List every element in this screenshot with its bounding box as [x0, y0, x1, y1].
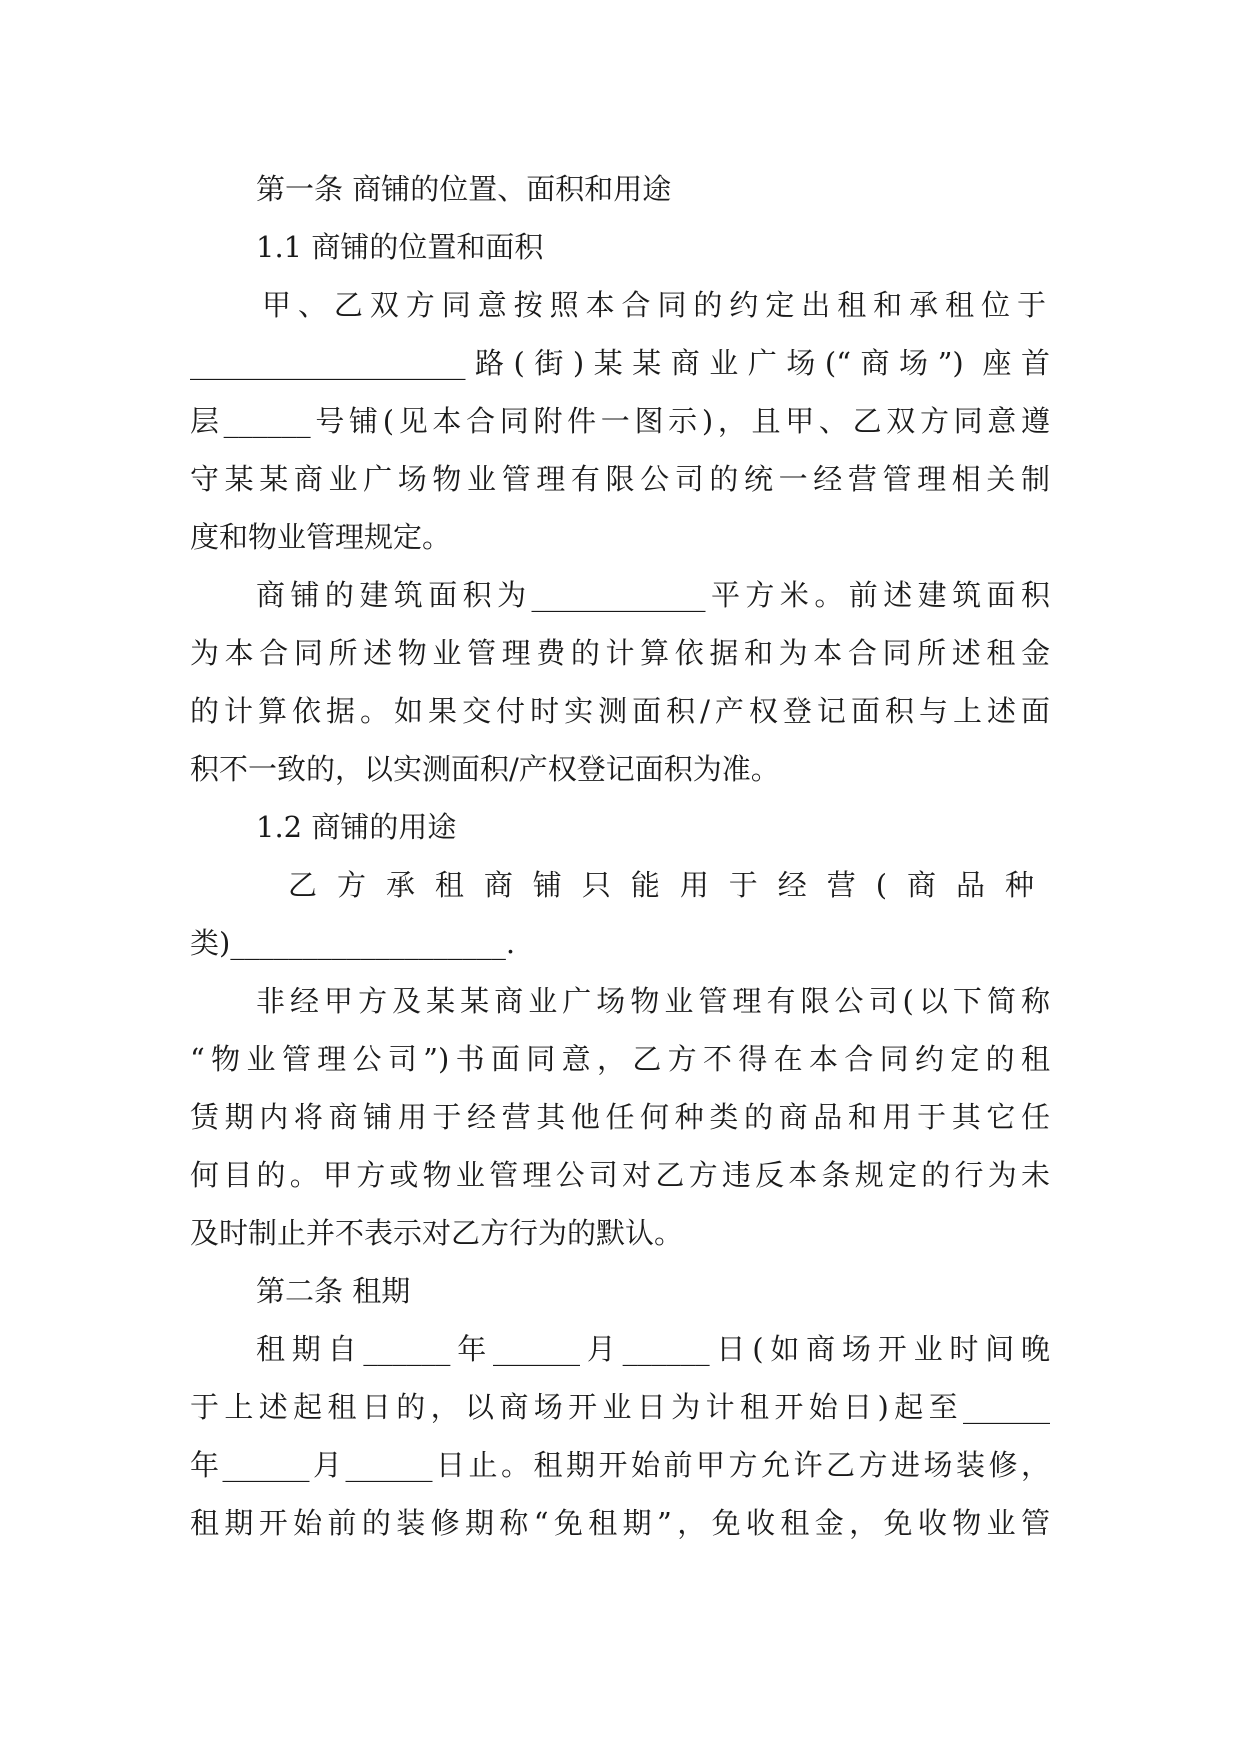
article-2-heading: 第二条 租期	[256, 1274, 411, 1308]
paragraph-line: 年______月______日止。租期开始前甲方允许乙方进场装修，	[190, 1448, 1050, 1482]
paragraph-line: 及时制止并不表示对乙方行为的默认。	[190, 1216, 684, 1250]
paragraph-line: ___________________路(街)某某商业广场(“商场”) 座首	[190, 346, 1050, 380]
section-1-2-heading: 1.2 商铺的用途	[256, 810, 457, 844]
paragraph-line: 的计算依据。如果交付时实测面积/产权登记面积与上述面	[190, 694, 1050, 728]
paragraph-line: 商铺的建筑面积为____________平方米。前述建筑面积	[256, 578, 1050, 612]
contract-page	[190, 160, 1050, 1552]
paragraph-line: 租期开始前的装修期称“免租期”，免收租金，免收物业管	[190, 1506, 1050, 1540]
paragraph-line: 乙方承租商铺只能用于经营(商品种	[288, 868, 1050, 902]
paragraph-line: 度和物业管理规定。	[190, 520, 452, 554]
paragraph-line: 积不一致的，以实测面积/产权登记面积为准。	[190, 752, 780, 786]
paragraph-line: 甲、乙双方同意按照本合同的约定出租和承租位于	[262, 288, 1050, 322]
paragraph-line: 何目的。甲方或物业管理公司对乙方违反本条规定的行为未	[190, 1158, 1050, 1192]
paragraph-line: 租期自______年______月______日(如商场开业时间晚	[256, 1332, 1050, 1366]
paragraph-line: 赁期内将商铺用于经营其他任何种类的商品和用于其它任	[190, 1100, 1050, 1134]
paragraph-line: 层______号铺(见本合同附件一图示)，且甲、乙双方同意遵	[190, 404, 1050, 438]
paragraph-line: “物业管理公司”)书面同意，乙方不得在本合同约定的租	[190, 1042, 1050, 1076]
section-1-1-heading: 1.1 商铺的位置和面积	[256, 230, 544, 264]
paragraph-line: 守某某商业广场物业管理有限公司的统一经营管理相关制	[190, 462, 1050, 496]
paragraph-line: 于上述起租日的，以商场开业日为计租开始日)起至______	[190, 1390, 1050, 1424]
paragraph-line: 类)___________________.	[190, 926, 516, 960]
paragraph-line: 非经甲方及某某商业广场物业管理有限公司(以下简称	[256, 984, 1050, 1018]
article-1-heading: 第一条 商铺的位置、面积和用途	[256, 172, 672, 206]
paragraph-line: 为本合同所述物业管理费的计算依据和为本合同所述租金	[190, 636, 1050, 670]
